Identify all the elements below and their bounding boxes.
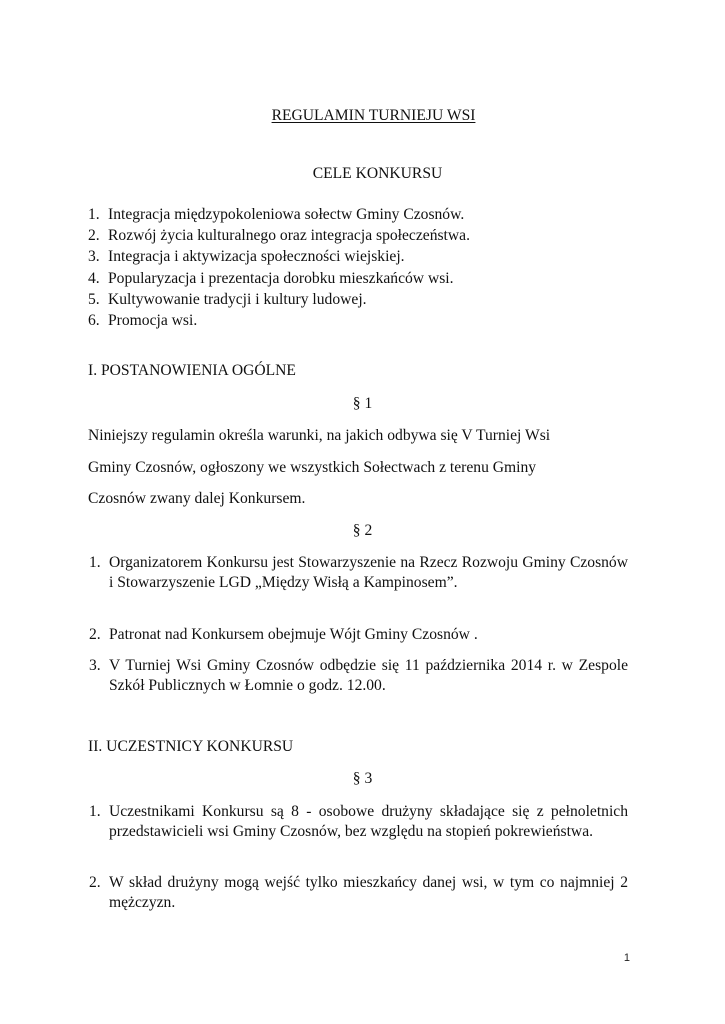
list-item-number: 6.: [88, 312, 100, 330]
paragraph-sign-2: § 2: [352, 522, 373, 539]
list-item: [88, 310, 470, 331]
paragraph-sign-1: § 1: [352, 395, 373, 412]
section-heading-general: I. POSTANOWIENIA OGÓLNE: [88, 362, 296, 379]
item-text: V Turniej Wsi Gminy Czosnów odbędzie się 11 października 2014 r. w Zespole Szkół Publicznych w Łomnie o godz. 12.00.: [109, 657, 628, 694]
list-item-text: Promocja wsi.: [108, 312, 198, 330]
item-text: Uczestnikami Konkursu są 8 - osobowe drużyny składające się z pełnoletnich przedstawicieli wsi Gminy Czosnów, bez względu na stopień pokrewieństwa.: [109, 803, 628, 840]
paragraph-2-item-3: [89, 656, 628, 695]
list-item-number: 2.: [88, 227, 100, 245]
list-item-text: Popularyzacja i prezentacja dorobku mieszkańców wsi.: [108, 269, 454, 287]
item-text: Organizatorem Konkursu jest Stowarzyszenie na Rzecz Rozwoju Gminy Czosnów i Stowarzyszenie LGD „Między Wisłą a Kampinosem”.: [109, 554, 628, 591]
paragraph-sign-3: § 3: [352, 770, 373, 787]
list-item-number: 5.: [88, 290, 100, 308]
paragraph-2-item-2: [89, 625, 628, 645]
paragraph-1-line: Czosnów zwany dalej Konkursem.: [88, 490, 306, 507]
item-text: Patronat nad Konkursem obejmuje Wójt Gminy Czosnów .: [109, 626, 478, 643]
list-item-text: Integracja i aktywizacja społeczności wiejskiej.: [108, 248, 405, 266]
item-number: 2.: [89, 874, 101, 891]
paragraph-1-line: Gminy Czosnów, ogłoszony we wszystkich Sołectwach z terenu Gminy: [88, 459, 537, 476]
paragraph-3-item-2: [89, 873, 628, 912]
paragraph-3-item-1: [89, 802, 628, 841]
goals-heading: CELE KONKURSU: [312, 165, 443, 182]
list-item-text: Rozwój życia kulturalnego oraz integracja społeczeństwa.: [108, 227, 470, 245]
list-item: [88, 268, 470, 289]
item-number: 3.: [89, 657, 101, 674]
list-item-text: Integracja międzypokoleniowa sołectw Gminy Czosnów.: [108, 206, 465, 223]
item-number: 1.: [89, 803, 101, 820]
list-item: [88, 204, 470, 225]
paragraph-2-item-1: [89, 553, 628, 592]
list-item-number: 4.: [88, 269, 100, 287]
page-number: 1: [623, 952, 630, 964]
list-item-number: 1.: [88, 206, 100, 223]
list-item: [88, 289, 470, 310]
list-item-number: 3.: [88, 248, 100, 266]
section-heading-participants: II. UCZESTNICY KONKURSU: [88, 738, 294, 755]
document-title: REGULAMIN TURNIEJU WSI: [271, 107, 476, 124]
list-item: [88, 246, 470, 267]
item-text: W skład drużyny mogą wejść tylko mieszkańcy danej wsi, w tym co najmniej 2 mężczyzn.: [109, 874, 628, 911]
item-number: 2.: [89, 626, 101, 643]
paragraph-1-line: Niniejszy regulamin określa warunki, na jakich odbywa się V Turniej Wsi: [88, 427, 551, 444]
list-item-text: Kultywowanie tradycji i kultury ludowej.: [108, 290, 367, 308]
item-number: 1.: [89, 554, 101, 571]
goals-list: [88, 204, 470, 331]
list-item: [88, 225, 470, 246]
